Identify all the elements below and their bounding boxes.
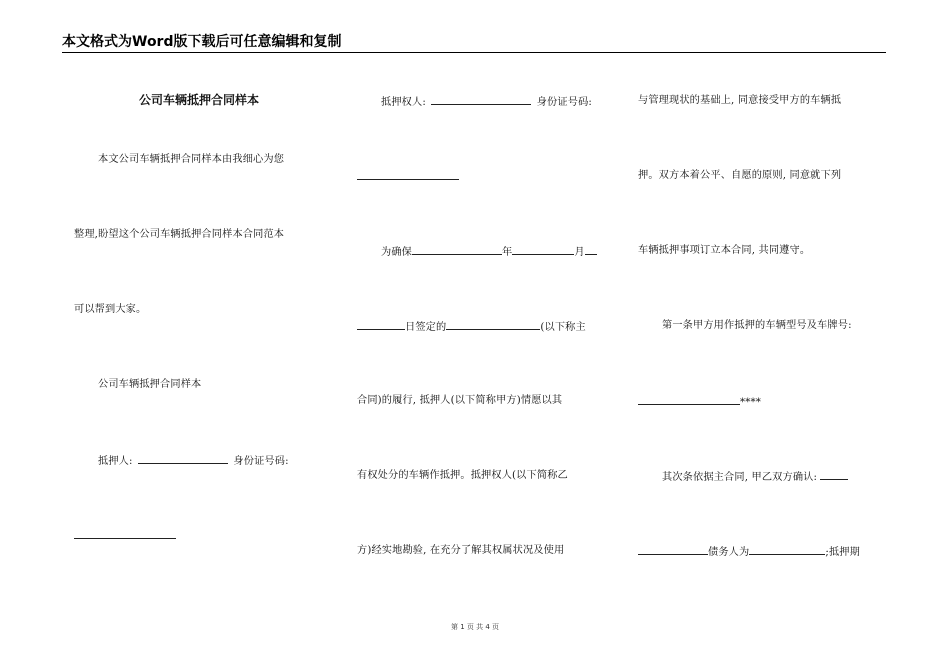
body-line-6: 车辆抵押事项订立本合同, 共同遵守。 — [638, 245, 811, 256]
article-2-text: 其次条依据主合同, 甲乙双方确认: — [662, 472, 818, 483]
mortgagee-line — [357, 93, 631, 109]
section-heading: 公司车辆抵押合同样本 — [98, 379, 202, 390]
main-contract-blank — [446, 318, 540, 330]
month-blank — [512, 243, 574, 255]
vehicle-line — [638, 393, 888, 409]
intro-line-1: 本文公司车辆抵押合同样本由我细心为您 — [98, 154, 285, 165]
year-label: 年 — [502, 247, 513, 258]
intro-line-2: 整理,盼望这个公司车辆抵押合同样本合同范本 — [74, 229, 285, 240]
mortgagee-id-blank — [357, 168, 459, 180]
ensure-text: 为确保 — [381, 247, 413, 258]
confirm-blank — [820, 468, 848, 480]
body-line-3: 方)经实地勘验, 在充分了解其权属状况及使用 — [357, 545, 565, 556]
body-line-5: 押。双方本着公平、自愿的原则, 同意就下列 — [638, 170, 842, 181]
mortgagee-name-blank — [431, 93, 531, 105]
signing-line — [357, 318, 607, 334]
mortgagor-id-blank — [74, 527, 176, 539]
mortgagor-id-label: 身份证号码: — [233, 456, 289, 467]
page-number: 第 1 页 共 4 页 — [450, 623, 500, 631]
article-1-heading: 第一条甲方用作抵押的车辆型号及车牌号: — [662, 320, 852, 331]
vehicle-blank — [638, 393, 740, 405]
mortgagor-label: 抵押人: — [98, 456, 133, 467]
mortgagor-id-line — [74, 527, 324, 543]
document-banner: 本文格式为Word版下载后可任意编辑和复制 — [62, 34, 342, 50]
banner-divider — [62, 52, 886, 53]
debtor-blank — [749, 543, 825, 555]
contract-title: 公司车辆抵押合同样本 — [138, 93, 259, 107]
month-label: 月 — [574, 247, 585, 258]
main-contract-label: (以下称主 — [540, 322, 586, 333]
signed-text: 日签定的 — [405, 322, 447, 333]
mortgagor-name-blank — [138, 452, 228, 464]
vehicle-mask: **** — [740, 397, 761, 408]
term-label: ;抵押期 — [825, 547, 860, 558]
body-line-4: 与管理现状的基础上, 同意接受甲方的车辆抵 — [638, 95, 842, 106]
intro-line-3: 可以帮到大家。 — [74, 304, 147, 315]
year-blank — [412, 243, 502, 255]
date-line — [357, 243, 631, 259]
creditor-blank — [638, 543, 708, 555]
mortgagee-id-label: 身份证号码: — [536, 97, 592, 108]
mortgagor-line — [74, 452, 348, 468]
body-line-2: 有权处分的车辆作抵押。抵押权人(以下简称乙 — [357, 470, 568, 481]
body-line-1: 合同)的履行, 抵押人(以下简称甲方)情愿以其 — [357, 395, 563, 406]
mortgagee-label: 抵押权人: — [381, 97, 426, 108]
debtor-label: 债务人为 — [708, 547, 750, 558]
day-blank — [357, 318, 405, 330]
article-2-line — [638, 468, 912, 484]
day-blank-start — [585, 243, 597, 255]
debtor-line — [638, 543, 888, 559]
mortgagee-id-line — [357, 168, 607, 184]
